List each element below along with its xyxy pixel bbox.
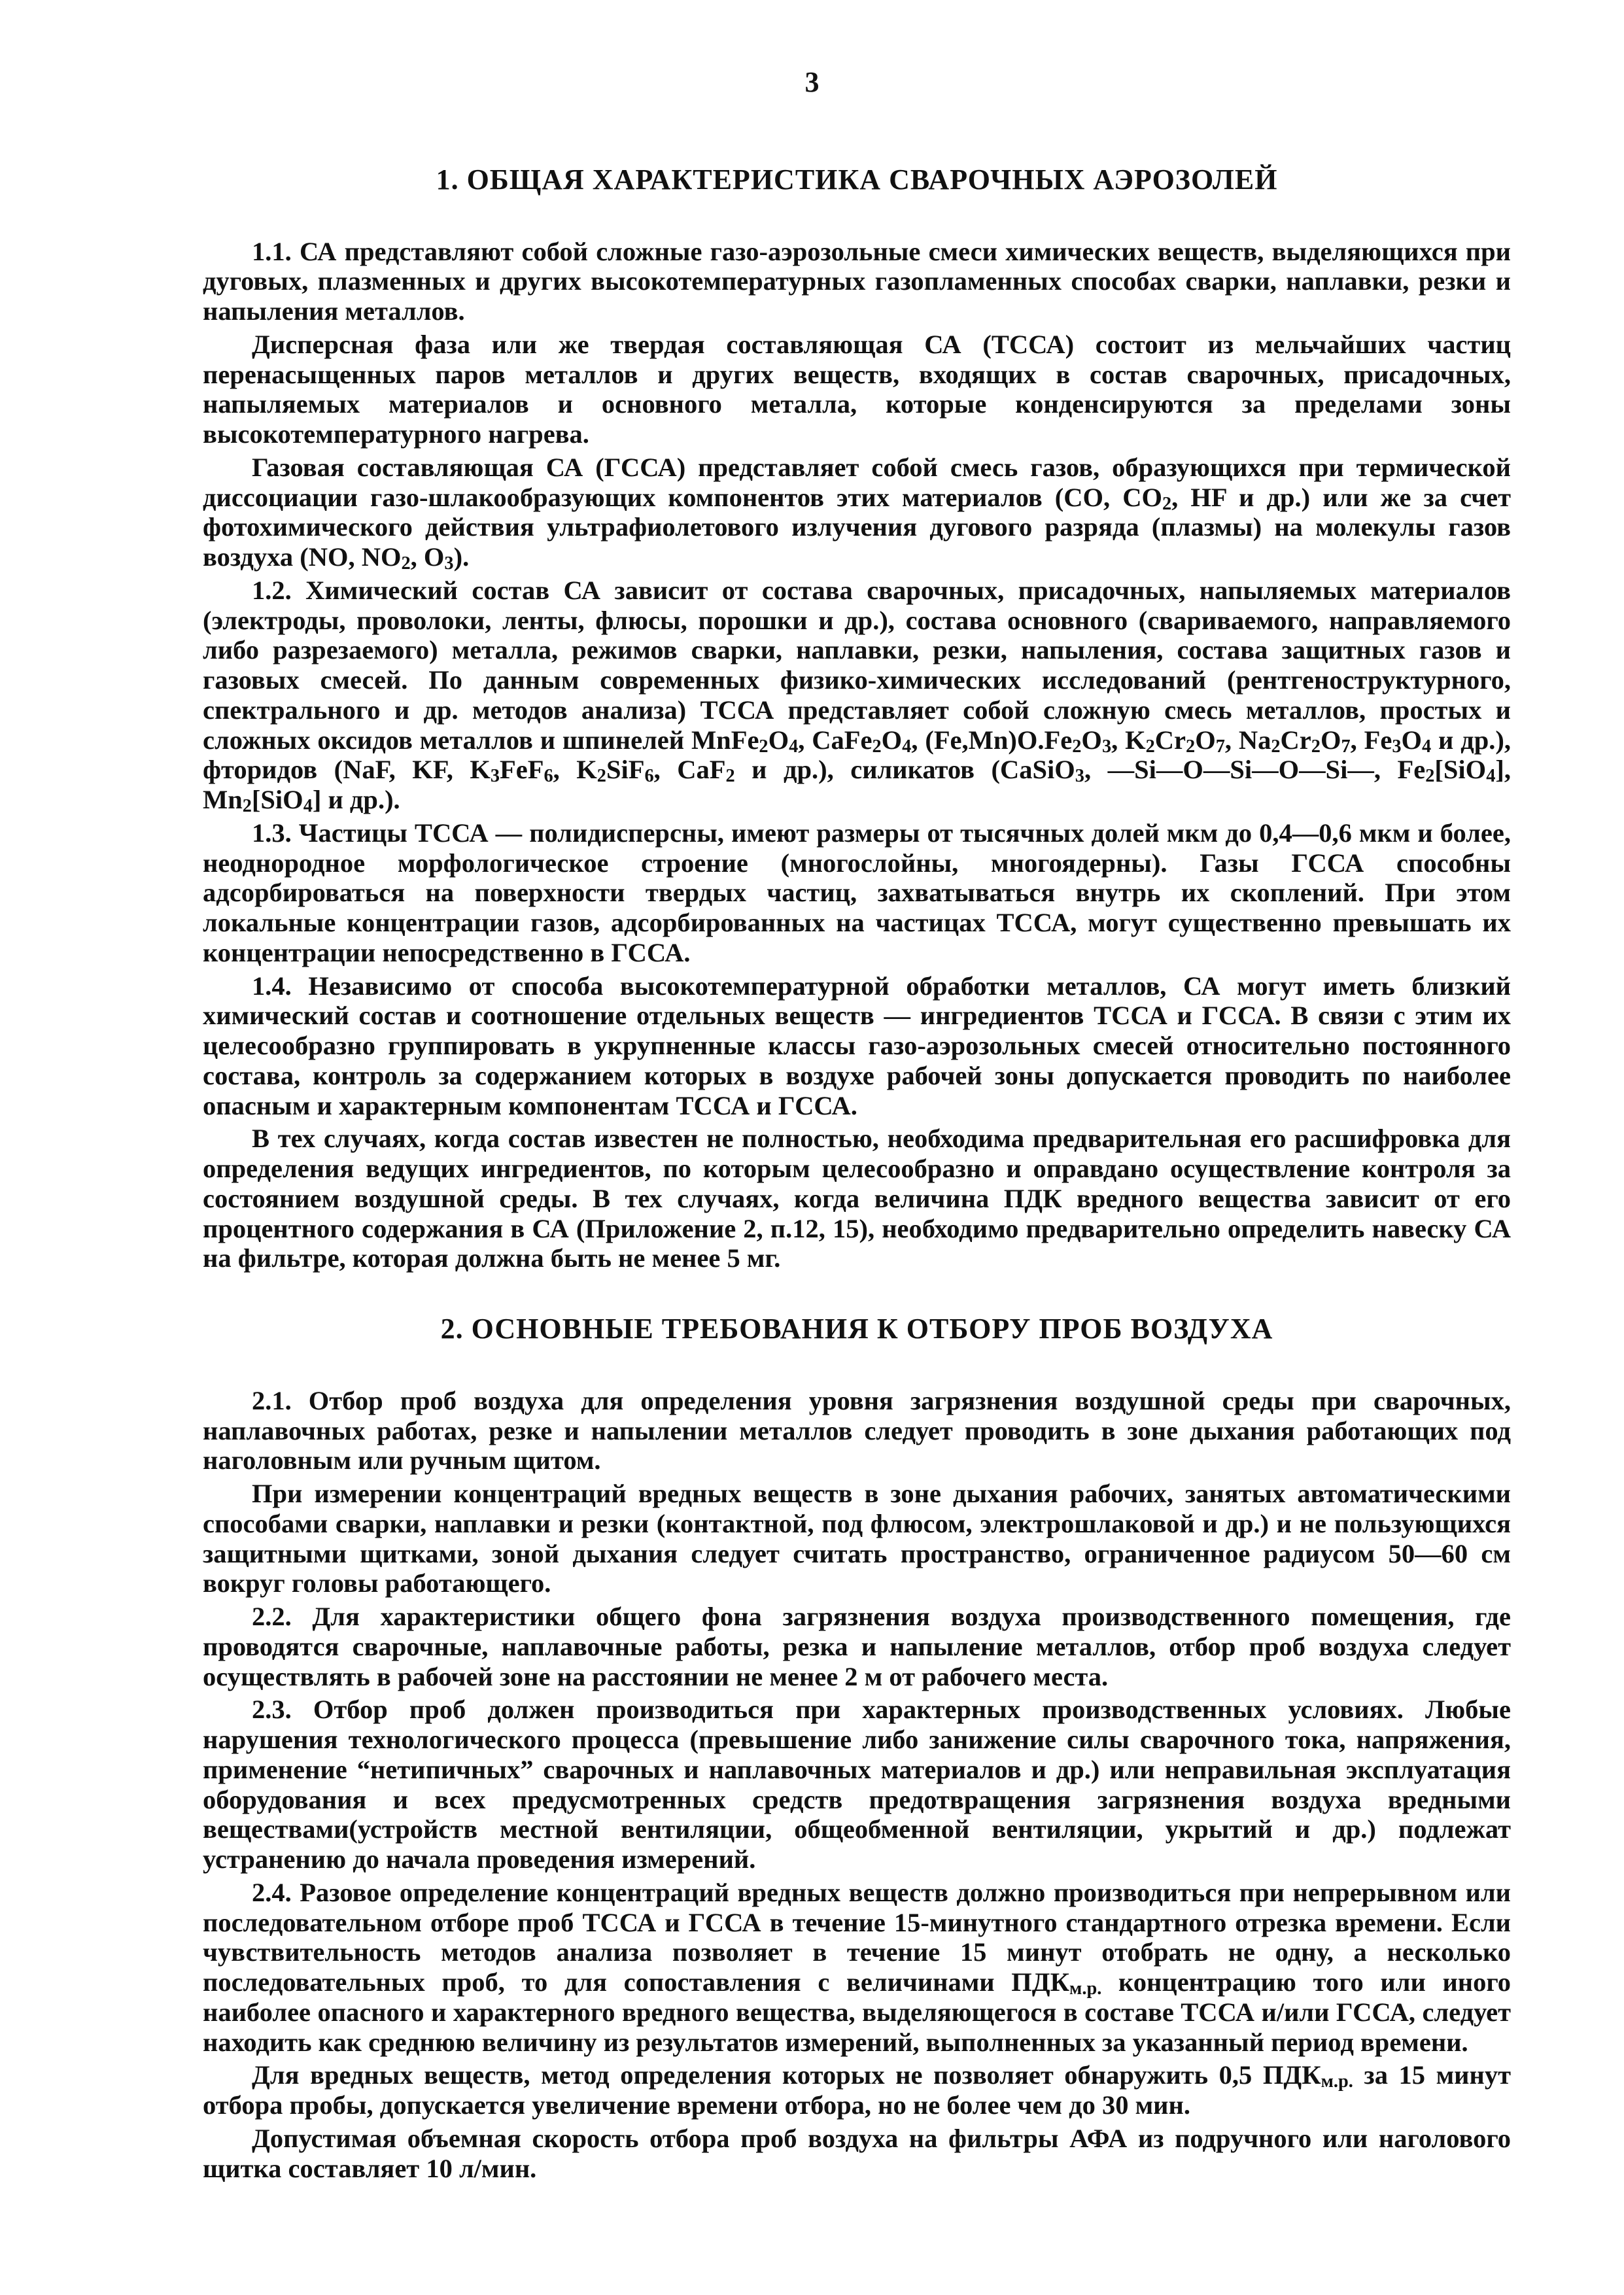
paragraph-gas-component: Газовая составляющая СА (ГССА) представляет собой смесь газов, образующихся при термической диссоциации газо-шлакообразующих компонентов этих материалов (CO, $CO_2$, HF и др.) или же за счет фотохимического действия ультрафиолетового излучения дугового разряда (плазмы) на молекулы газов воздуха (NO, $NO_2$, $O_3$). [203,452,1511,574]
page-number: 3 [804,66,820,98]
paragraph-dispersed-phase: Дисперсная фаза или же твердая составляющая СА (ТССА) состоит из мельчайших частиц перенасыщенных паров металлов и других веществ, входящих в состав сварочных, присадочных, напыляемых материалов и основного металла, которые конденсируются за пределами зоны высокотемпературного нагрева. [203,329,1511,449]
paragraph-sampling-time: Для вредных веществ, метод определения которых не позволяет обнаружить 0,5 $ПДК_{м.р.}$ за 15 минут отбора пробы, допускается увеличение времени отбора, но не более чем до 30 мин. [203,2060,1511,2120]
paragraph-1-2: 1.2. Химический состав СА зависит от состава сварочных, присадочных, напыляемых материалов (электроды, проволоки, ленты, флюсы, порошки и др.), состава основного (свариваемого, направляемого либо разрезаемого) металла, режимов сварки, наплавки, резки, напыления, состава защитных газов и газовых смесей. По данным современных физико-химических исследований (рентгеноструктурного, спектрального и др. методов анализа) ТССА представляет собой сложную смесь металлов, простых и сложных оксидов металлов и шпинелей $MnFe_2O_4$, $CaFe_2O_4$, $(Fe,Mn)O.Fe_2O_3$, $K_2Cr_2O_7$, $Na_2Cr_2O_7$, $Fe_3O_4$ и др.), фторидов (NaF, KF, $K_3FeF_6$, $K_2SiF_6$, CaF$_2$ и др.), силикатов (CaSiO$_3$, —Si—O—Si—O—Si—, $Fe_2[SiO_4]$, $Mn_2[SiO_4]$ и др.). [203,575,1511,817]
paragraph-composition-unknown: В тех случаях, когда состав известен не полностью, необходима предварительная его расшифровка для определения ведущих ингредиентов, по которым целесообразно и оправдано осуществление контроля за состоянием воздушной среды. В тех случаях, когда величина ПДК вредного вещества зависит от его процентного содержания в СА (Приложение 2, п.12, 15), необходимо предварительно определить навеску СА на фильтре, которая должна быть не менее 5 мг. [203,1124,1511,1273]
paragraph-2-2: 2.2. Для характеристики общего фона загрязнения воздуха производственного помещения, где проводятся сварочные, наплавочные работы, резка и напыление металлов, отбор проб воздуха следует осуществлять в рабочей зоне на расстоянии не менее 2 м от рабочего места. [203,1602,1511,1691]
section-2-body [203,1386,1511,2184]
paragraph-1-1: 1.1. СА представляют собой сложные газо-аэрозольные смеси химических веществ, выделяющихся при дуговых, плазменных и других высокотемпературных газопламенных способах сварки, наплавки, резки и напыления металлов. [203,236,1511,326]
section-1-heading: 1. ОБЩАЯ ХАРАКТЕРИСТИКА СВАРОЧНЫХ АЭРОЗОЛЕЙ [436,164,1278,196]
page-content [203,164,1511,2186]
paragraph-breathing-zone: При измерении концентраций вредных веществ в зоне дыхания рабочих, занятых автоматическими способами сварки, наплавки и резки (контактной, под флюсом, электрошлаковой и др.) и не пользующихся защитными щитками, зоной дыхания следует считать пространство, ограниченное радиусом 50—60 см вокруг головы работающего. [203,1479,1511,1598]
paragraph-2-4: 2.4. Разовое определение концентраций вредных веществ должно производиться при непрерывном или последовательном отборе проб ТССА и ГССА в течение 15-минутного стандартного отрезка времени. Если чувствительность методов анализа позволяет в течение 15 минут отобрать не одну, а несколько последовательных проб, то для сопоставления с величинами $ПДК_{м.р.}$ концентрацию того или иного наиболее опасного и характерного вредного вещества, выделяющегося в составе ТССА и/или ГССА, следует находить как среднюю величину из результатов измерений, выполненных за указанный период времени. [203,1877,1512,2057]
paragraph-1-3: 1.3. Частицы ТССА — полидисперсны, имеют размеры от тысячных долей мкм до 0,4—0,6 мкм и более, неоднородное морфологическое строение (многослойны, многоядерны). Газы ГССА способны адсорбироваться на поверхности твердых частиц, захватываться внутрь их скоплений. При этом локальные концентрации газов, адсорбированных на частицах ТССА, могут существенно превышать их концентрации непосредственно в ГССА. [203,818,1511,967]
paragraph-1-4: 1.4. Независимо от способа высокотемпературной обработки металлов, СА могут иметь близкий химический состав и соотношение отдельных веществ — ингредиентов ТССА и ГССА. В связи с этим их целесообразно группировать в укрупненные классы газо-аэрозольных смесей относительно постоянного состава, контроль за содержанием которых в воздухе рабочей зоны допускается проводить по наиболее опасным и характерным компонентам ТССА и ГССА. [203,971,1511,1120]
section-1-body [203,237,1511,1274]
paragraph-2-1: 2.1. Отбор проб воздуха для определения уровня загрязнения воздушной среды при сварочных, наплавочных работах, резке и напылении металлов следует проводить в зоне дыхания работающих под наголовным или ручным щитом. [203,1385,1511,1475]
paragraph-2-3: 2.3. Отбор проб должен производиться при характерных производственных условиях. Любые нарушения технологического процесса (превышение либо занижение силы сварочного тока, напряжения, применение “нетипичных” сварочных и наплавочных материалов и др.) или неправильная эксплуатация оборудования и всех предусмотренных средств предотвращения загрязнения воздуха вредными веществами(устройств местной вентиляции, общеобменной вентиляции, укрытий и др.) подлежат устранению до начала проведения измерений. [203,1695,1511,1874]
paragraph-flow-rate: Допустимая объемная скорость отбора проб воздуха на фильтры АФА из подручного или наголового щитка составляет 10 л/мин. [203,2123,1511,2183]
section-2-heading: 2. ОСНОВНЫЕ ТРЕБОВАНИЯ К ОТБОРУ ПРОБ ВОЗДУХА [440,1313,1273,1345]
